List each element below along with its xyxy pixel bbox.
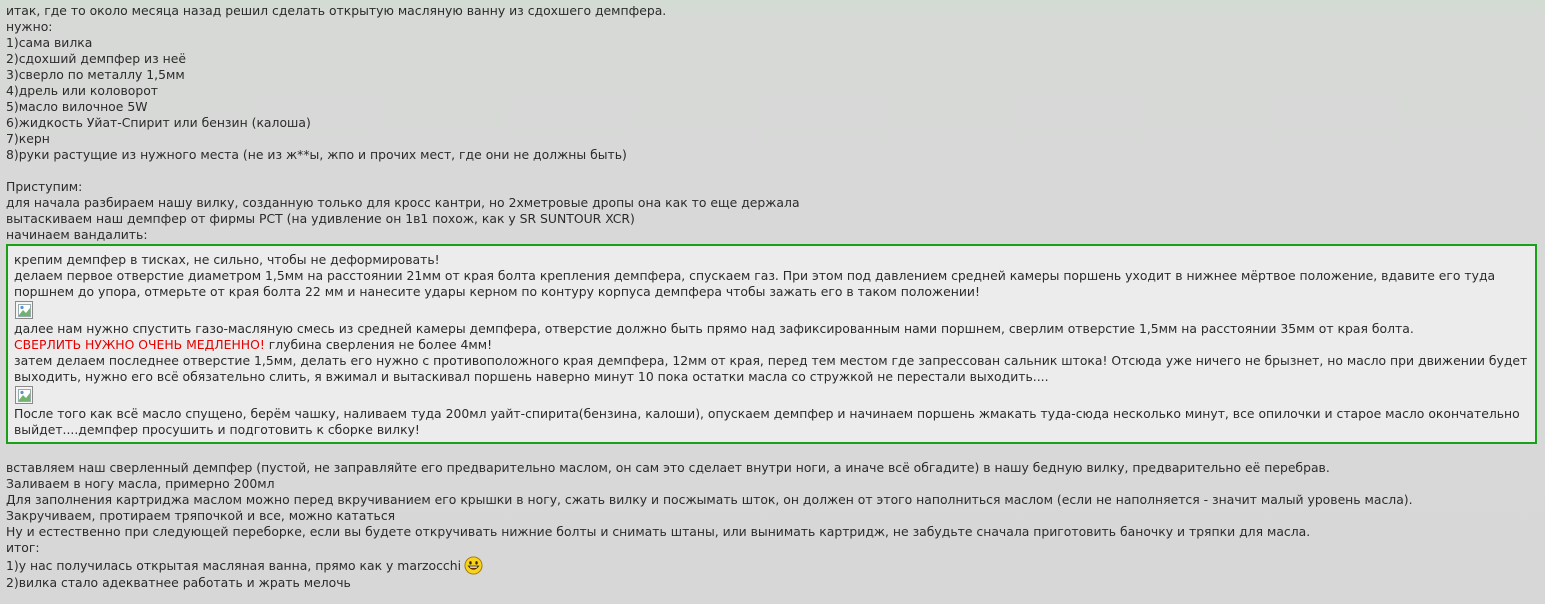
list-item: 2)сдохший демпфер из неё (6, 51, 186, 66)
broken-image-glyph (18, 389, 31, 402)
after-line: Ну и естественно при следующей переборке, если вы будете откручивать нижние болты и снимать штаны, или вынимать картридж, не забудьте сначала приготовить баночку и тряпки для масла. (6, 524, 1311, 539)
warning-rest: глубина сверления не более 4мм! (264, 337, 493, 352)
after-line: итог: (6, 540, 40, 555)
need-label: нужно: (6, 19, 53, 34)
quote-line: делаем первое отверстие диаметром 1,5мм на расстоянии 21мм от края болта крепления демпфера, спускаем газ. При этом под давлением средней камеры поршень уходит в нижнее мёртвое положение, вдавите его туда поршнем до упора, отмерьте от края болта 22 мм и нанесите удары керном по контуру корпуса демпфера чтобы зажать его в таком положении! (14, 268, 1496, 299)
quote-line: затем делаем последнее отверстие 1,5мм, делать его нужно с противоположного края демпфера, 12мм от края, перед тем местом где запрессован сальник штока! Отсюда уже ничего не брызнет, но масло при движении будет выходить, нужно его всё обязательно слить, я вжимал и вытаскивал поршень наверно минут 10 пока остатки масла со стружкой не перестали выходить.... (14, 353, 1528, 384)
list-item: 8)руки растущие из нужного места (не из ж**ы, жпо и прочих мест, где они не должны быть) (6, 147, 627, 162)
list-item: 1)сама вилка (6, 35, 93, 50)
spacer (6, 163, 1541, 179)
result-line (6, 556, 1541, 575)
result-text: 1)у нас получилась открытая масляная ванна, прямо как у marzocchi (6, 558, 462, 573)
quote-line: далее нам нужно спустить газо-масляную смесь из средней камеры демпфера, отверстие должно быть прямо над зафиксированным нами поршнем, сверлим отверстие 1,5мм на расстоянии 35мм от края болта. (14, 321, 1414, 336)
after-line: Заливаем в ногу масла, примерно 200мл (6, 476, 275, 491)
quote-block (6, 244, 1537, 444)
broken-image-icon[interactable] (15, 301, 33, 319)
list-item: 7)керн (6, 131, 50, 146)
after-line: Для заполнения картриджа маслом можно перед вкручиванием его крышки в ногу, сжать вилку и посжымать шток, он должен от этого наполниться маслом (если не наполняется - значит малый уровень масла). (6, 492, 1413, 507)
result-line: 2)вилка стало адекватнее работать и жрать мелочь (6, 575, 351, 590)
quote-line: После того как всё масло спущено, берём чашку, наливаем туда 200мл уайт-спирита(бензина, калоши), опускаем демпфер и начинаем поршень жмакать туда-сюда несколько минут, все опилочки и старое масло окончательно выйдет....демпфер просушить и подготовить к сборке вилку! (14, 406, 1520, 437)
list-item: 6)жидкость Уйат-Спирит или бензин (калоша) (6, 115, 311, 130)
grin-smiley-icon (464, 556, 483, 575)
quote-line (14, 337, 1529, 353)
list-item: 3)сверло по металлу 1,5мм (6, 67, 185, 82)
forum-post (6, 3, 1541, 591)
broken-image-glyph (18, 304, 31, 317)
after-line: Закручиваем, протираем тряпочкой и все, можно кататься (6, 508, 396, 523)
after-line: вставляем наш сверленный демпфер (пустой, не заправляйте его предварительно маслом, он сам это сделает внутри ноги, а иначе всё обгадите) в нашу бедную вилку, предварительно её перебрав. (6, 460, 1330, 475)
after-quote-section (6, 460, 1541, 591)
warning-text: СВЕРЛИТЬ НУЖНО ОЧЕНЬ МЕДЛЕННО! (14, 337, 265, 352)
intro-text: итак, где то около месяца назад решил сделать открытую масляную ванну из сдохшего демпфера. (6, 3, 667, 18)
broken-image-icon[interactable] (15, 386, 33, 404)
start-label: Приступим: (6, 179, 83, 194)
list-item: 4)дрель или коловорот (6, 83, 159, 98)
start-line: для начала разбираем нашу вилку, созданную только для кросс кантри, но 2хметровые дропы она как то еще держала (6, 195, 800, 210)
list-item: 5)масло вилочное 5W (6, 99, 148, 114)
quote-line: крепим демпфер в тисках, не сильно, чтобы не деформировать! (14, 252, 440, 267)
start-line: начинаем вандалить: (6, 227, 148, 242)
start-line: вытаскиваем наш демпфер от фирмы РСТ (на удивление он 1в1 похож, как у SR SUNTOUR XCR) (6, 211, 635, 226)
